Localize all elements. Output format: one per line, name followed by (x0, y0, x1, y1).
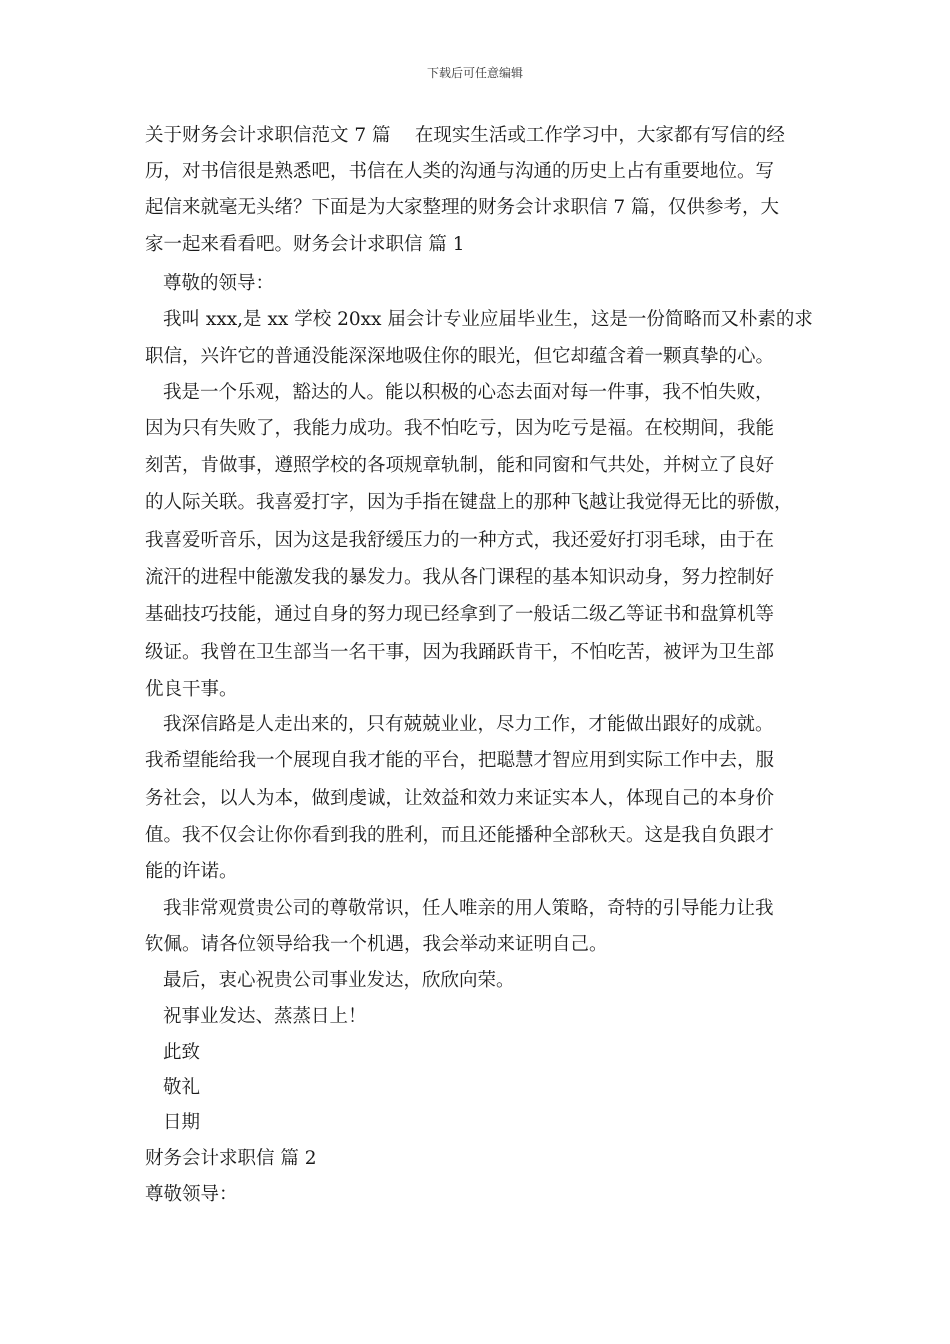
closing-wish: 祝事业发达、蒸蒸日上！ (163, 1006, 367, 1027)
section-heading: 财务会计求职信 篇 2 (145, 1148, 317, 1169)
paragraph-line: 基础技巧技能，通过自身的努力现已经拿到了一般话二级乙等证书和盘算机等 (145, 604, 775, 625)
paragraph-line: 我深信路是人走出来的，只有兢兢业业，尽力工作，才能做出跟好的成就。 (163, 714, 774, 735)
paragraph-line: 历，对书信很是熟悉吧，书信在人类的沟通与沟通的历史上占有重要地位。写 (145, 161, 775, 182)
paragraph-line: 级证。我曾在卫生部当一名干事，因为我踊跃肯干，不怕吃苦，被评为卫生部 (145, 642, 775, 663)
paragraph-line: 职信，兴许它的普通没能深深地吸住你的眼光，但它却蕴含着一颗真挚的心。 (145, 346, 775, 367)
paragraph-line: 能的许诺。 (145, 861, 238, 882)
paragraph-line: 因为只有失败了，我能力成功。我不怕吃亏，因为吃亏是福。在校期间，我能 (145, 418, 775, 439)
salutation: 尊敬领导： (145, 1184, 238, 1205)
paragraph-line: 起信来就毫无头绪？下面是为大家整理的财务会计求职信 7 篇，仅供参考，大 (145, 197, 780, 218)
paragraph-line: 我喜爱听音乐，因为这是我舒缓压力的一种方式，我还爱好打羽毛球，由于在 (145, 530, 775, 551)
closing-phrase: 敬礼 (163, 1077, 201, 1098)
paragraph-line: 关于财务会计求职信范文 7 篇 在现实生活或工作学习中，大家都有写信的经 (145, 125, 785, 146)
paragraph-line: 流汗的进程中能激发我的暴发力。我从各门课程的基本知识动身，努力控制好 (145, 567, 775, 588)
paragraph-line: 我是一个乐观，豁达的人。能以积极的心态去面对每一件事，我不怕失败， (163, 382, 774, 403)
closing-wish: 最后，衷心祝贵公司事业发达，欣欣向荣。 (163, 970, 515, 991)
paragraph-line: 我希望能给我一个展现自我才能的平台，把聪慧才智应用到实际工作中去，服 (145, 750, 775, 771)
paragraph-line: 值。我不仅会让你你看到我的胜利，而且还能播种全部秋天。这是我自负跟才 (145, 825, 775, 846)
date-line: 日期 (163, 1112, 201, 1133)
paragraph-line: 家一起来看看吧。财务会计求职信 篇 1 (145, 234, 465, 255)
paragraph-line: 务社会，以人为本，做到虔诚，让效益和效力来证实本人，体现自己的本身价 (145, 788, 775, 809)
salutation: 尊敬的领导： (163, 273, 275, 294)
paragraph-line: 我非常观赏贵公司的尊敬常识，任人唯亲的用人策略，奇特的引导能力让我 (163, 898, 774, 919)
page-header-note: 下载后可任意编辑 (426, 66, 523, 80)
paragraph-line: 的人际关联。我喜爱打字，因为手指在键盘上的那种飞越让我觉得无比的骄傲， (145, 492, 793, 513)
closing-phrase: 此致 (163, 1042, 201, 1063)
paragraph-line: 刻苦，肯做事，遵照学校的各项规章轨制，能和同窗和气共处，并树立了良好 (145, 455, 775, 476)
paragraph-line: 优良干事。 (145, 679, 238, 700)
paragraph-line: 钦佩。请各位领导给我一个机遇，我会举动来证明自己。 (145, 934, 608, 955)
paragraph-line: 我叫 xxx,是 xx 学校 20xx 届会计专业应届毕业生，这是一份简略而又朴素的求 (163, 309, 813, 330)
